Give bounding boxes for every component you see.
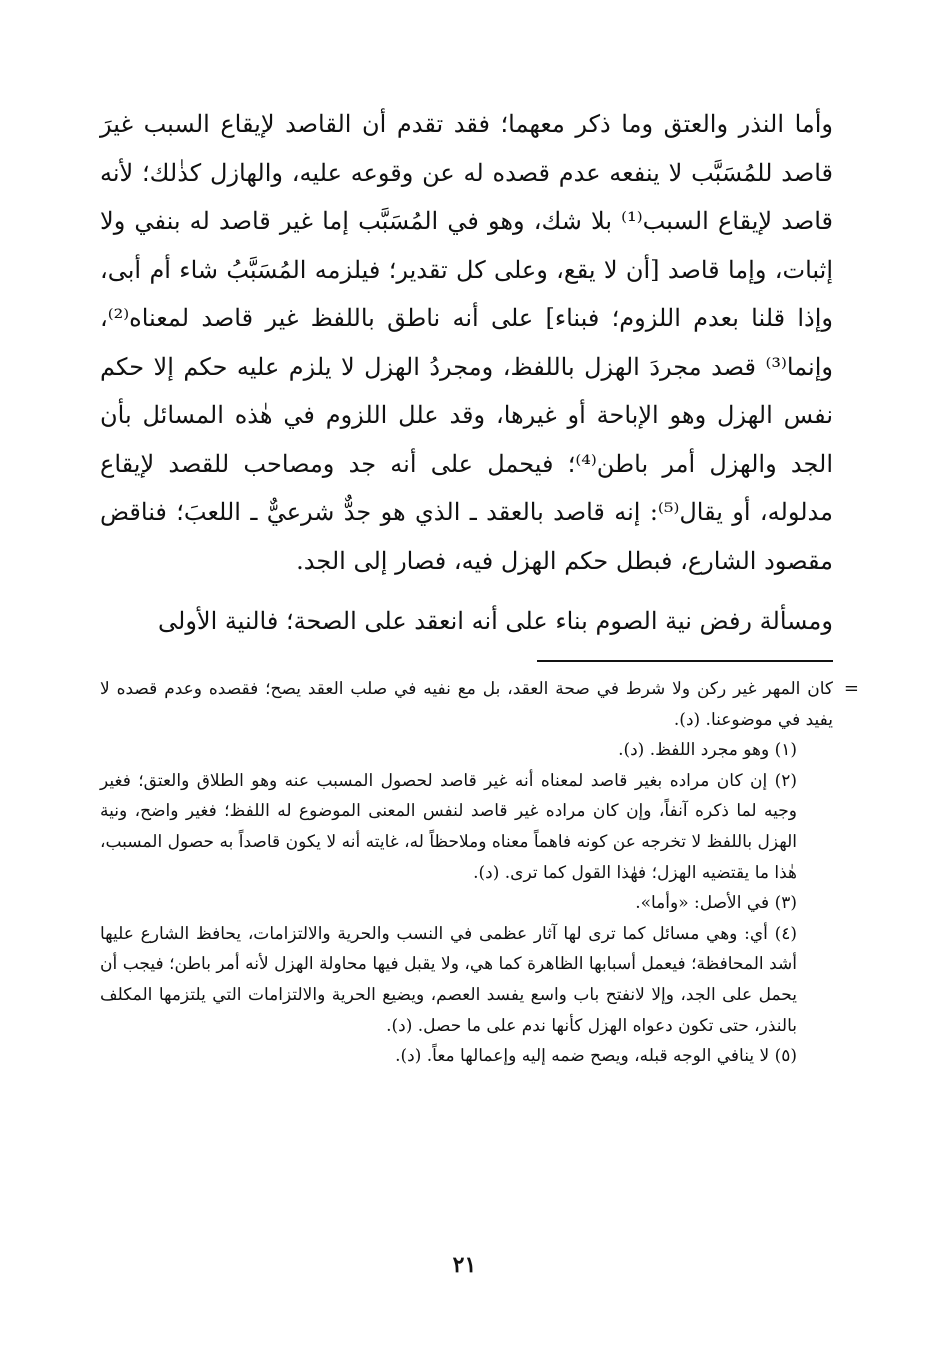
- footnote-1: (١) وهو مجرد اللفظ. (د).: [618, 740, 797, 761]
- main-text-block: [100, 100, 833, 646]
- footnote-5: (٥) لا ينافي الوجه قبله، ويصح ضمه إليه وإعمالها معاً. (د).: [395, 1046, 797, 1067]
- continuation-mark: =: [843, 678, 859, 699]
- main-paragraph-1: وأما النذر والعتق وما ذكر معهما؛ فقد تقدم أن القاصد لإيقاع السبب غيرَ قاصد للمُسَبَّب لا ينفعه عدم قصده له عن وقوعه عليه، والهازل كذٰلك؛ لأنه قاصد لإيقاع السبب⁽¹⁾ بلا شك، وهو في المُسَبَّب إما غير قاصد له بنفي ولا إثبات، وإما قاصد [أن لا يقع، وعلى كل تقدير؛ فيلزمه المُسَبَّبُ شاء أم أبى، وإذا قلنا بعدم اللزوم؛ فبناء] على أنه ناطق باللفظ غير قاصد لمعناه⁽²⁾، وإنما⁽³⁾ قصد مجردَ الهزل باللفظ، ومجردُ الهزل لا يلزم عليه حكم إلا حكم نفس الهزل وهو الإباحة أو غيرها، وقد علل اللزوم في هٰذه المسائل بأن الجد والهزل أمر باطن⁽⁴⁾؛ فيحمل على أنه جد ومصاحب للقصد لإيقاع مدلوله، أو يقال⁽⁵⁾: إنه قاصد بالعقد ـ الذي هو جدٌّ شرعيٌّ ـ اللعبَ؛ فناقض مقصود الشارع، فبطل حكم الهزل فيه، فصار إلى الجد.: [100, 110, 834, 575]
- footnote-separator: [537, 660, 833, 662]
- footnote-continuation: [100, 674, 859, 735]
- footnote-2: (٢) إن كان مراده بغير قاصد لمعناه أنه غير قاصد لحصول المسبب عنه وهو الطلاق والعتق؛ فغير وجيه لما ذكره آنفاً، وإن كان مراده غير قاصد لنفس المعنى الموضوع له اللفظ؛ فغير واضح، ونية الهزل باللفظ لا تخرجه عن كونه فاهماً معناه وملاحظاً له، غايته أنه لا يكون قاصداً به حصول المسبب، هٰذا ما يقتضيه الهزل؛ فهٰذا القول كما ترى. (د).: [100, 770, 797, 883]
- main-paragraph-2: ومسألة رفض نية الصوم بناء على أنه انعقد على الصحة؛ فالنية الأولى: [158, 607, 833, 635]
- footnote-continuation-text: كان المهر غير ركن ولا شرط في صحة العقد، بل مع نفيه في صلب العقد يصح؛ فقصده وعدم قصده لا يفيد في موضوعنا. (د).: [100, 679, 833, 730]
- page-number: ٢١: [452, 1252, 477, 1278]
- footnote-4: (٤) أي: وهي مسائل كما ترى لها آثار عظمى في النسب والحرية والالتزامات، يحافظ الشارع عليها أشد المحافظة؛ فيعمل أسبابها الظاهرة كما هي، ولا يقبل فيها محاولة الهزل لأنه أمر باطن؛ فيجب أن يحمل على الجد، وإلا لانفتح باب واسع يفسد العصم، ويضيع الحرية والالتزامات التي يلتزمها المكلف بالنذر، حتى تكون دعواه الهزل كأنها ندم على ما حصل. (د).: [100, 923, 797, 1036]
- footnote-3: (٣) في الأصل: «وأما».: [635, 893, 797, 914]
- footnotes-block: [100, 674, 859, 1072]
